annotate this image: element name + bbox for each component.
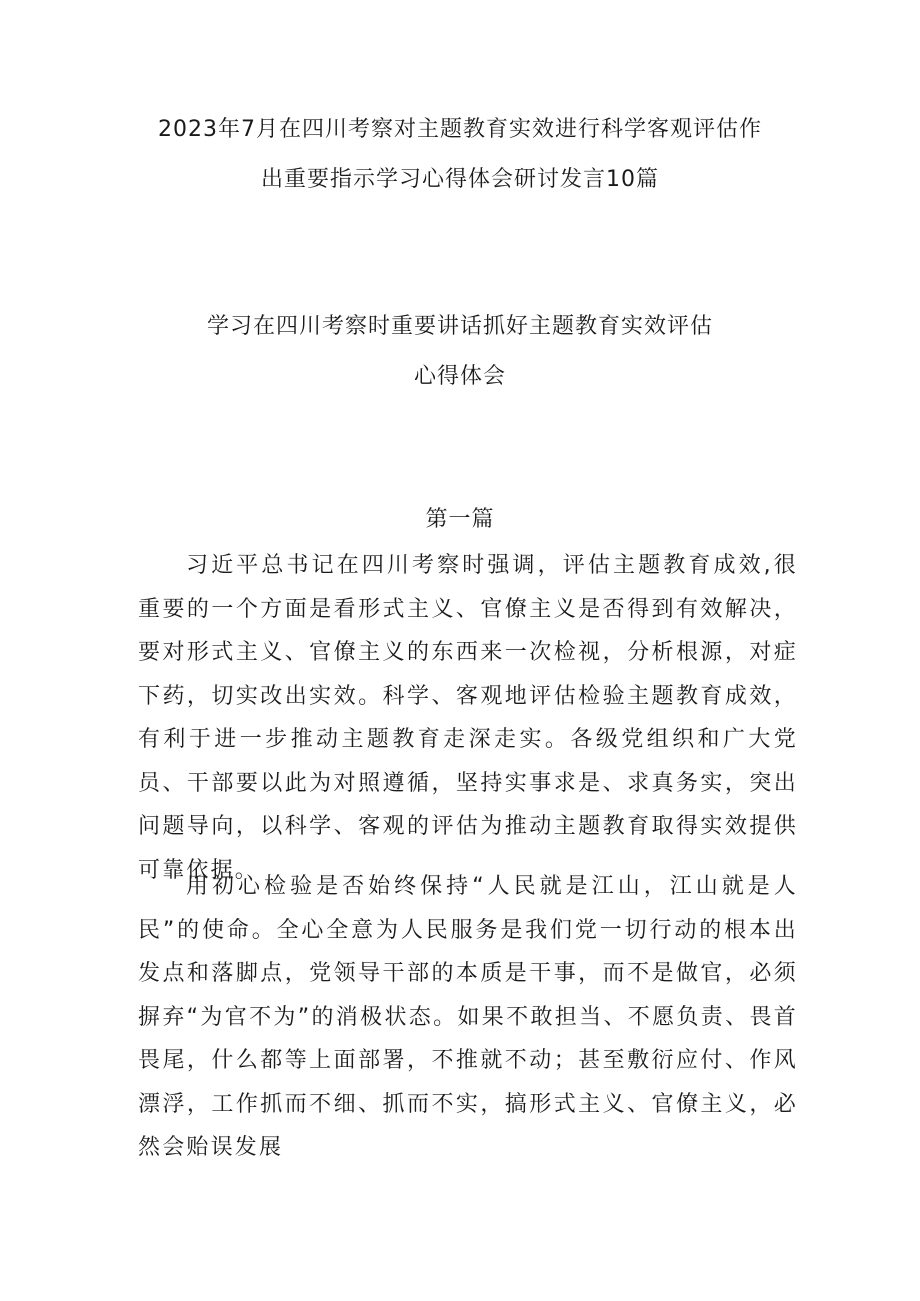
body-paragraph-1: 习近平总书记在四川考察时强调，评估主题教育成效,很重要的一个方面是看形式主义、官僚主义是否得到有效解决，要对形式主义、官僚主义的东西来一次检视，分析根源，对症下药，切实改出实效。科学、客观地评估检验主题教育成效，有利于进一步推动主题教育走深走实。各级党组织和广大党员、干部要以此为对照遵循，坚持实事求是、求真务实，突出问题导向，以科学、客观的评估为推动主题教育取得实效提供可靠依据。 <box>138 553 798 883</box>
body-paragraph-2: 用初心检验是否始终保持“人民就是江山，江山就是人民”的使命。全心全意为人民服务是我们党一切行动的根本出发点和落脚点，党领导干部的本质是干事，而不是做官，必须摒弃“为官不为”的消极状态。如果不敢担当、不愿负责、畏首畏尾，什么都等上面部署，不推就不动；甚至敷衍应付、作风漂浮，工作抓而不细、抓而不实，搞形式主义、官僚主义，必然会贻误发展 <box>138 874 798 1160</box>
article-title-line-1: 学习在四川考察时重要讲话抓好主题教育实效评估 <box>206 314 713 339</box>
chapter-heading: 第一篇 <box>425 507 495 532</box>
document-title-line-2: 出重要指示学习心得体会研讨发言10篇 <box>261 167 659 192</box>
article-title-line-2: 心得体会 <box>413 364 506 389</box>
document-title-line-1: 2023年7月在四川考察对主题教育实效进行科学客观评估作 <box>158 117 762 142</box>
